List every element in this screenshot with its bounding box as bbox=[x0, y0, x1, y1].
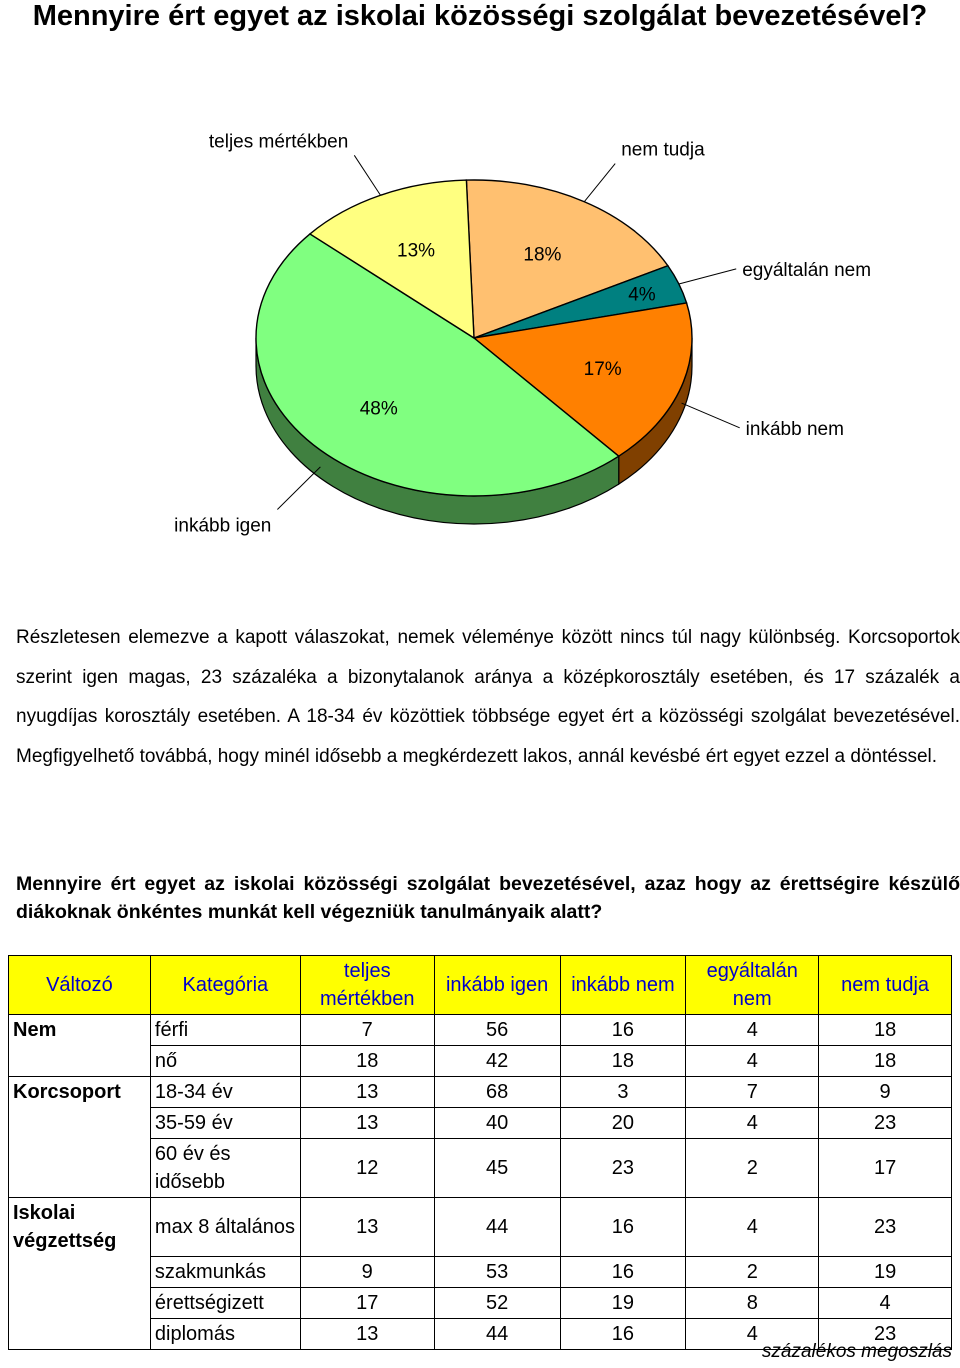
value-cell: 44 bbox=[434, 1318, 560, 1349]
value-cell: 17 bbox=[819, 1139, 952, 1198]
table-row bbox=[9, 1015, 952, 1046]
value-cell: 13 bbox=[300, 1318, 434, 1349]
pie-leader-line bbox=[354, 155, 380, 195]
value-cell: 53 bbox=[434, 1256, 560, 1287]
pie-value-label: 4% bbox=[628, 284, 656, 306]
table-header-cell: teljes mértékben bbox=[300, 956, 434, 1015]
value-cell: 13 bbox=[300, 1198, 434, 1257]
pie-leader-line bbox=[682, 403, 740, 428]
table-header-cell: Kategória bbox=[150, 956, 300, 1015]
category-cell: szakmunkás bbox=[150, 1256, 300, 1287]
value-cell: 23 bbox=[560, 1139, 686, 1198]
analysis-paragraph: Részletesen elemezve a kapott válaszokat, nemek véleménye között nincs túl nagy különbség. Korcsoportok szerint igen magas, 23 százaléka a bizonytalanok aránya a középkorosztály esetében, és 17 százalék a nyugdíjas korosztály esetében. A 18-34 év közöttiek többsége egyet ért a közösségi szolgálat bevezetésével. Megfigyelhető továbbá, hogy minél idősebb a megkérdezett lakos, annál kevésbé ért egyet ezzel a döntéssel. bbox=[16, 627, 960, 767]
value-cell: 16 bbox=[560, 1198, 686, 1257]
value-cell: 16 bbox=[560, 1318, 686, 1349]
variable-cell: Nem bbox=[9, 1015, 151, 1046]
pie-value-label: 48% bbox=[359, 398, 398, 420]
category-cell: férfi bbox=[150, 1015, 300, 1046]
pie-chart bbox=[0, 100, 960, 537]
pie-category-label: inkább nem bbox=[745, 418, 844, 440]
value-cell: 44 bbox=[434, 1198, 560, 1257]
pie-category-label: egyáltalán nem bbox=[742, 259, 872, 281]
value-cell: 8 bbox=[686, 1287, 819, 1318]
variable-cell bbox=[9, 1318, 151, 1349]
value-cell: 68 bbox=[434, 1077, 560, 1108]
table-header-cell: inkább nem bbox=[560, 956, 686, 1015]
value-cell: 9 bbox=[300, 1256, 434, 1287]
value-cell: 52 bbox=[434, 1287, 560, 1318]
value-cell: 20 bbox=[560, 1108, 686, 1139]
value-cell: 23 bbox=[819, 1198, 952, 1257]
value-cell: 18 bbox=[560, 1046, 686, 1077]
value-cell: 12 bbox=[300, 1139, 434, 1198]
value-cell: 13 bbox=[300, 1108, 434, 1139]
table-row bbox=[9, 1139, 952, 1198]
table-header-cell: Változó bbox=[9, 956, 151, 1015]
category-cell: nő bbox=[150, 1046, 300, 1077]
table-header-cell: inkább igen bbox=[434, 956, 560, 1015]
value-cell: 4 bbox=[686, 1108, 819, 1139]
value-cell: 45 bbox=[434, 1139, 560, 1198]
table-row bbox=[9, 1256, 952, 1287]
pie-category-label: teljes mértékben bbox=[208, 131, 349, 153]
variable-cell bbox=[9, 1287, 151, 1318]
table-footnote: százalékos megoszlás bbox=[761, 1341, 952, 1362]
table-header bbox=[9, 956, 952, 1015]
value-cell: 4 bbox=[686, 1015, 819, 1046]
question-heading: Mennyire ért egyet az iskolai közösségi szolgálat bevezetésével, azaz hogy az érettségire készülő diákoknak önkéntes munkát kell végezniük tanulmányaik alatt? bbox=[16, 873, 960, 923]
category-cell: 35-59 év bbox=[150, 1108, 300, 1139]
table-row bbox=[9, 1046, 952, 1077]
category-cell: 60 év és idősebb bbox=[150, 1139, 300, 1198]
category-cell: diplomás bbox=[150, 1318, 300, 1349]
value-cell: 40 bbox=[434, 1108, 560, 1139]
value-cell: 42 bbox=[434, 1046, 560, 1077]
value-cell: 2 bbox=[686, 1256, 819, 1287]
results-table bbox=[8, 955, 952, 1350]
category-cell: 18-34 év bbox=[150, 1077, 300, 1108]
pie-category-label: inkább igen bbox=[174, 515, 272, 537]
value-cell: 4 bbox=[686, 1198, 819, 1257]
variable-cell bbox=[9, 1108, 151, 1139]
value-cell: 17 bbox=[300, 1287, 434, 1318]
value-cell: 19 bbox=[560, 1287, 686, 1318]
table-row bbox=[9, 1198, 952, 1257]
category-cell: max 8 általános bbox=[150, 1198, 300, 1257]
variable-cell: Korcsoport bbox=[9, 1077, 151, 1108]
table-row bbox=[9, 1077, 952, 1108]
value-cell: 4 bbox=[686, 1046, 819, 1077]
table-body bbox=[9, 1015, 952, 1350]
pie-leader-line bbox=[584, 164, 615, 202]
value-cell: 18 bbox=[819, 1015, 952, 1046]
variable-cell bbox=[9, 1139, 151, 1198]
value-cell: 7 bbox=[300, 1015, 434, 1046]
pie-leader-line bbox=[277, 467, 320, 510]
value-cell: 16 bbox=[560, 1256, 686, 1287]
pie-category-label: nem tudja bbox=[621, 139, 705, 161]
value-cell: 23 bbox=[819, 1318, 952, 1349]
variable-cell bbox=[9, 1046, 151, 1077]
pie-leader-line bbox=[679, 269, 736, 284]
pie-value-label: 17% bbox=[583, 358, 622, 380]
value-cell: 23 bbox=[819, 1108, 952, 1139]
table-row bbox=[9, 1108, 952, 1139]
value-cell: 4 bbox=[819, 1287, 952, 1318]
table-header-cell: nem tudja bbox=[819, 956, 952, 1015]
value-cell: 13 bbox=[300, 1077, 434, 1108]
value-cell: 3 bbox=[560, 1077, 686, 1108]
value-cell: 18 bbox=[300, 1046, 434, 1077]
table-row bbox=[9, 1287, 952, 1318]
value-cell: 19 bbox=[819, 1256, 952, 1287]
variable-cell: Iskolai végzettség bbox=[9, 1198, 151, 1257]
category-cell: érettségizett bbox=[150, 1287, 300, 1318]
value-cell: 2 bbox=[686, 1139, 819, 1198]
variable-cell bbox=[9, 1256, 151, 1287]
page-title: Mennyire ért egyet az iskolai közösségi szolgálat bevezetésével? bbox=[32, 0, 928, 32]
value-cell: 4 bbox=[686, 1318, 819, 1349]
table-header-cell: egyáltalán nem bbox=[686, 956, 819, 1015]
value-cell: 7 bbox=[686, 1077, 819, 1108]
pie-value-label: 13% bbox=[397, 240, 436, 262]
value-cell: 18 bbox=[819, 1046, 952, 1077]
pie-value-label: 18% bbox=[523, 244, 562, 266]
value-cell: 16 bbox=[560, 1015, 686, 1046]
value-cell: 56 bbox=[434, 1015, 560, 1046]
value-cell: 9 bbox=[819, 1077, 952, 1108]
